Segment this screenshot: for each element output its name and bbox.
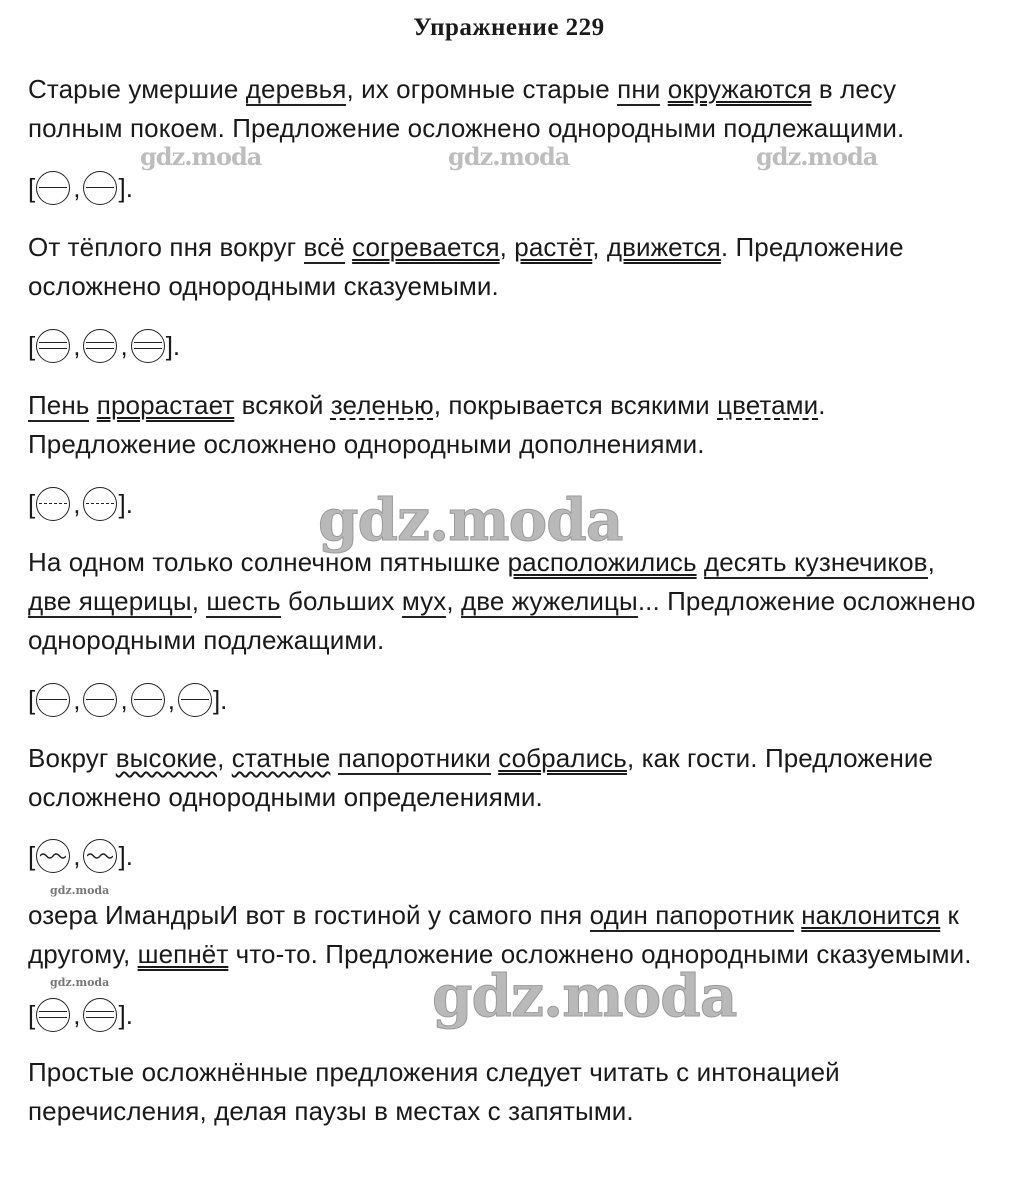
watermark-logo: gdz.moda	[448, 142, 570, 171]
subject-circle-icon	[178, 683, 212, 717]
schema-6	[28, 995, 133, 1035]
bracket-open: [	[28, 841, 36, 871]
line: осложнено однородными определениями.	[28, 782, 543, 812]
text: ,	[446, 586, 461, 616]
text: От тёплого пня вокруг	[28, 232, 304, 262]
text: , как гости. Предложение	[626, 743, 934, 773]
text: ,	[499, 232, 515, 262]
subject-circle-icon	[36, 683, 70, 717]
schema-5	[28, 836, 133, 876]
watermark-logo: gdz.moda	[318, 486, 623, 554]
paragraph-2	[28, 228, 1003, 306]
predicate-word: шепнёт	[137, 939, 229, 969]
text: другому,	[28, 939, 138, 969]
comma: ,	[73, 489, 81, 519]
bracket-close: ].	[165, 331, 181, 361]
object-word: зеленью	[330, 390, 434, 420]
text: ... Предложение осложнено	[637, 586, 976, 616]
bracket-open: [	[28, 331, 36, 361]
attribute-circle-icon	[83, 839, 117, 873]
paragraph-3	[28, 386, 1003, 464]
schema-3	[28, 484, 133, 524]
line	[28, 543, 1003, 582]
text: всякой	[234, 390, 331, 420]
subject-word: десять кузнечиков	[703, 547, 928, 577]
text	[345, 232, 352, 262]
predicate-word: наклонится	[801, 900, 941, 930]
subject-circle-icon	[131, 683, 165, 717]
paragraph-1	[28, 70, 1003, 148]
predicate-word: окружаются	[667, 74, 812, 104]
predicate-circle-icon	[83, 329, 117, 363]
subject-circle-icon	[36, 171, 70, 205]
bracket-open: [	[28, 489, 36, 519]
comma: ,	[73, 331, 81, 361]
attribute-word: статные	[231, 743, 331, 773]
predicate-circle-icon	[131, 329, 165, 363]
subject-word: папоротники	[337, 743, 491, 773]
text: . Предложение	[720, 232, 904, 262]
bracket-open: [	[28, 685, 36, 715]
subject-word: две жужелицы	[460, 586, 638, 616]
text: ,	[592, 232, 607, 262]
schema-4	[28, 680, 227, 720]
schema-2	[28, 326, 180, 366]
watermark-logo: gdz.moda	[140, 142, 262, 171]
subject-word: шесть	[206, 586, 281, 616]
object-circle-icon	[83, 487, 117, 521]
line	[28, 386, 1003, 425]
text: Старые умершие	[28, 74, 246, 104]
comma: ,	[73, 1000, 81, 1030]
subject-word: деревья	[245, 74, 347, 104]
line	[28, 896, 1003, 935]
line: Простые осложнённые предложения следует читать с интонацией	[28, 1057, 840, 1087]
text: ,	[217, 743, 232, 773]
text: , их огромные старые	[346, 74, 618, 104]
text: в лесу	[811, 74, 897, 104]
paragraph-6	[28, 896, 1003, 974]
line: однородными подлежащими.	[28, 625, 385, 655]
schema-1	[28, 168, 133, 208]
line	[28, 228, 1003, 267]
predicate-word: движется	[606, 232, 721, 262]
comma: ,	[167, 685, 175, 715]
comma: ,	[73, 685, 81, 715]
comma: ,	[120, 685, 128, 715]
bracket-close: ].	[118, 1000, 133, 1030]
predicate-circle-icon	[36, 998, 70, 1032]
predicate-word: прорастает	[96, 390, 235, 420]
bracket-close: ].	[212, 685, 228, 715]
predicate-circle-icon	[36, 329, 70, 363]
text: , покрывается всякими	[433, 390, 718, 420]
text: ,	[191, 586, 207, 616]
text	[660, 74, 667, 104]
line	[28, 935, 1003, 974]
bracket-open: [	[28, 1000, 36, 1030]
predicate-word: согревается	[352, 232, 500, 262]
text	[697, 547, 704, 577]
watermark-logo: gdz.moda	[432, 962, 737, 1030]
subject-word: мух	[401, 586, 447, 616]
predicate-circle-icon	[83, 998, 117, 1032]
attribute-circle-icon	[36, 839, 70, 873]
text: ,	[927, 547, 935, 577]
line	[28, 739, 1003, 778]
subject-word: Пень	[28, 390, 90, 420]
line: осложнено однородными сказуемыми.	[28, 271, 499, 301]
text: На одном только солнечном пятнышке	[28, 547, 508, 577]
object-circle-icon	[36, 487, 70, 521]
subject-word: пни	[617, 74, 661, 104]
object-word: цветами	[717, 390, 819, 420]
text: больших	[280, 586, 402, 616]
predicate-word: расположились	[507, 547, 697, 577]
text	[89, 390, 96, 420]
watermark-logo: gdz.moda	[50, 976, 110, 989]
line: перечисления, делая паузы в местах с запятыми.	[28, 1096, 634, 1126]
predicate-word: собрались	[498, 743, 627, 773]
paragraph-7	[28, 1053, 1003, 1131]
bracket-open: [	[28, 173, 36, 203]
subject-circle-icon	[83, 683, 117, 717]
line: полным покоем. Предложение осложнено однородными подлежащими.	[28, 113, 905, 143]
subject-word: всё	[303, 232, 345, 262]
bracket-close: ].	[118, 841, 133, 871]
line	[28, 582, 1003, 621]
watermark-logo: gdz.moda	[50, 884, 110, 897]
comma: ,	[120, 331, 128, 361]
text: озера ИмандрыИ вот в гостиной у самого пня	[28, 900, 590, 930]
predicate-word: растёт	[514, 232, 593, 262]
comma: ,	[73, 841, 81, 871]
bracket-close: ].	[118, 173, 133, 203]
line: Предложение осложнено однородными дополнениями.	[28, 429, 705, 459]
bracket-close: ].	[118, 489, 133, 519]
watermark-logo: gdz.moda	[756, 142, 878, 171]
text: Вокруг	[28, 743, 116, 773]
subject-word: две ящерицы	[28, 586, 192, 616]
text	[330, 743, 337, 773]
line	[28, 70, 1003, 109]
comma: ,	[73, 173, 81, 203]
subject-word: один папоротник	[589, 900, 794, 930]
paragraph-4	[28, 543, 1003, 660]
text: к	[940, 900, 960, 930]
text: что-то. Предложение осложнено однородными сказуемыми.	[228, 939, 972, 969]
text: .	[818, 390, 826, 420]
subject-circle-icon	[83, 171, 117, 205]
paragraph-5	[28, 739, 1003, 817]
exercise-title: Упражнение 229	[413, 14, 605, 41]
attribute-word: высокие	[115, 743, 218, 773]
